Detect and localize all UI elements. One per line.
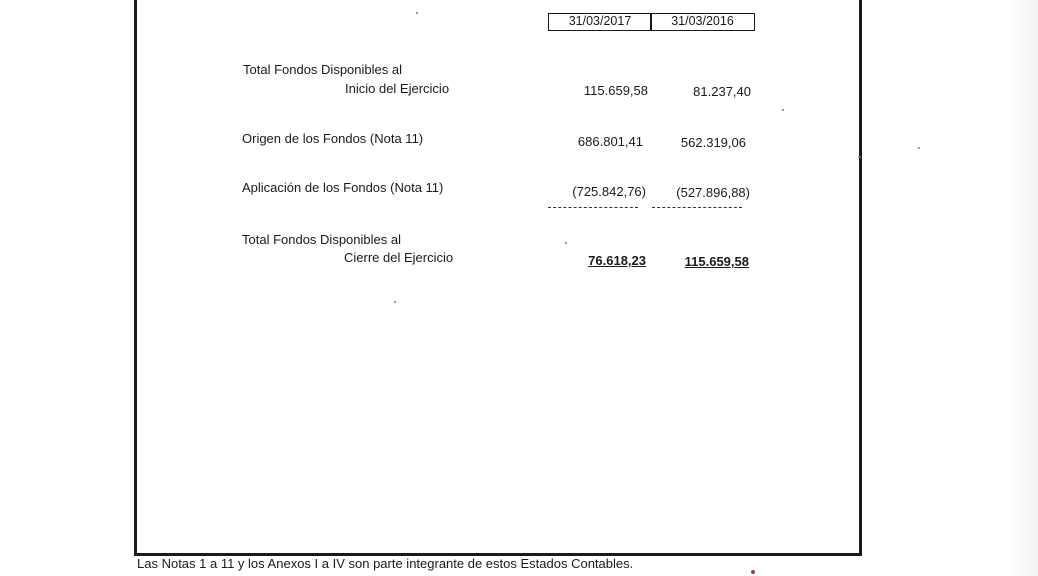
scan-speck: [782, 109, 784, 111]
row-application-label: Aplicación de los Fondos (Nota 11): [242, 180, 444, 195]
row-origin-label: Origen de los Fondos (Nota 11): [242, 131, 424, 146]
footer-note: Las Notas 1 a 11 y los Anexos I a IV son parte integrante de estos Estados Contables.: [137, 556, 634, 571]
row-closing-label-line1: Total Fondos Disponibles al: [242, 232, 401, 247]
scan-speck: [565, 242, 567, 244]
row-opening-label-line1: Total Fondos Disponibles al: [243, 62, 402, 77]
subtotal-rule-2017: [548, 207, 638, 208]
row-opening-value-2017: 115.659,58: [583, 83, 648, 98]
row-origin-value-2017: 686.801,41: [577, 134, 643, 149]
row-application-value-2017: (725.842,76): [572, 184, 646, 199]
scan-speck: [858, 156, 861, 158]
row-opening-value-2016: 81.237,40: [693, 84, 751, 99]
statement-frame: [134, 0, 862, 556]
scan-speck: [416, 12, 418, 14]
row-origin-value-2016: 562.319,06: [680, 135, 746, 150]
scan-speck: [751, 570, 755, 574]
row-opening-label-line2: Inicio del Ejercicio: [345, 81, 450, 96]
scan-speck: [394, 301, 396, 303]
scan-speck: [918, 147, 920, 149]
subtotal-rule-2016: [652, 207, 742, 208]
row-closing-label-line2: Cierre del Ejercicio: [344, 250, 454, 265]
column-header-2017: 31/03/2017: [548, 13, 652, 31]
row-application-value-2016: (527.896,88): [676, 185, 750, 200]
row-closing-value-2016: 115.659,58: [684, 254, 749, 269]
scan-edge: [1008, 0, 1038, 576]
column-header-2016: 31/03/2016: [650, 13, 755, 31]
row-closing-value-2017: 76.618,23: [588, 253, 646, 268]
